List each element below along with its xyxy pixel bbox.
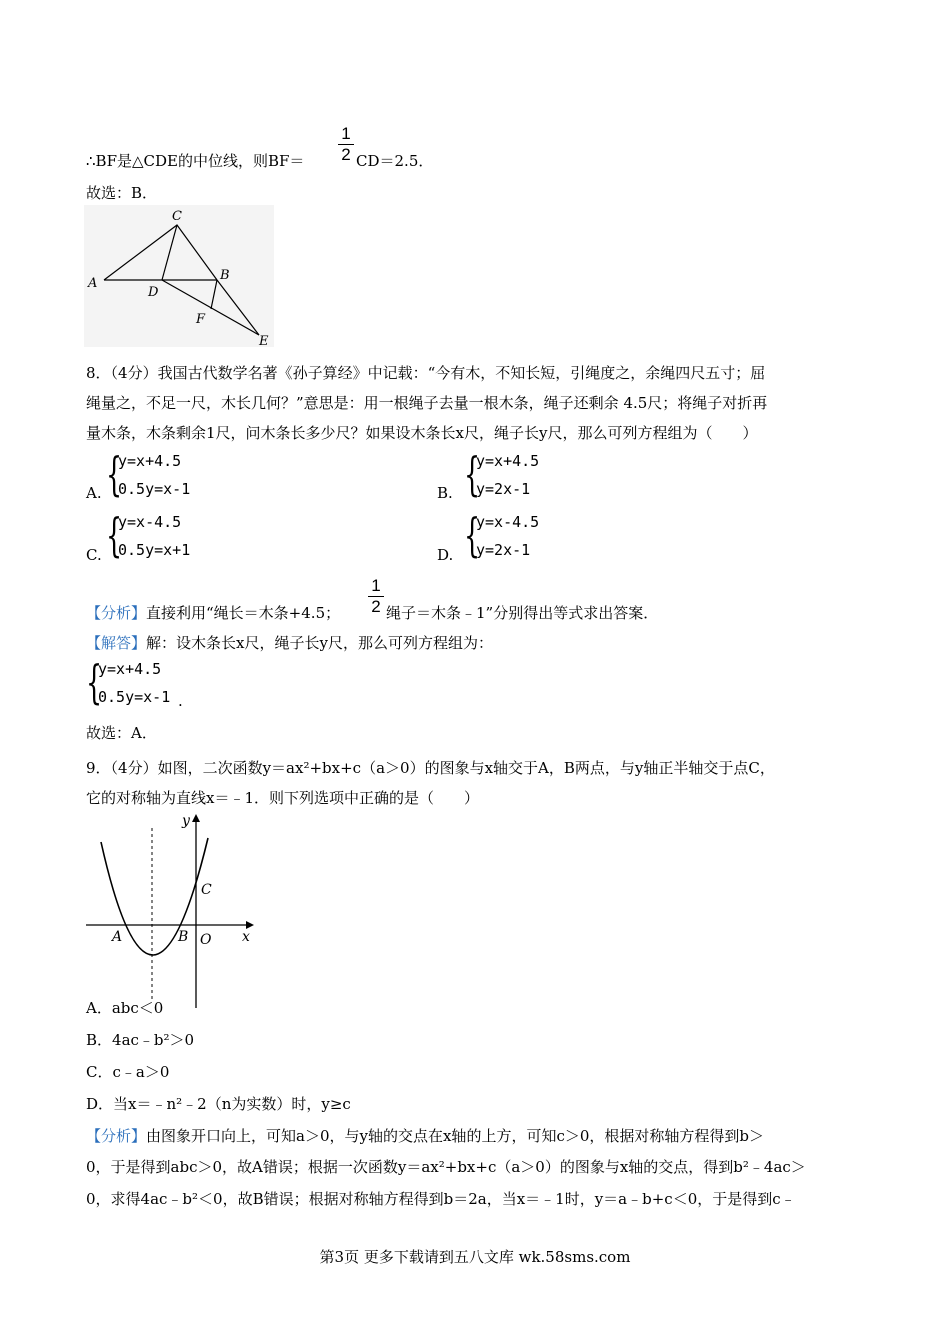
q7-triangle-figure xyxy=(84,205,274,347)
q9-line-2: 它的对称轴为直线x＝﹣1．则下列选项中正确的是（ ） xyxy=(86,789,480,807)
q7-conclusion-pre: ∴BF是△CDE的中位线，则BF＝ xyxy=(86,152,305,170)
q9-option-b: B．4ac﹣b²＞0 xyxy=(86,1031,195,1049)
q8-analysis-fraction xyxy=(368,576,384,617)
q7-figure-background xyxy=(84,205,274,347)
q8-option-b-label: B. xyxy=(437,484,453,502)
q9-line-1: 9．（4分）如图，二次函数y＝ax²+bx+c（a＞0）的图象与x轴交于A，B两点，与y轴正半轴交于点C， xyxy=(86,759,775,777)
q7-answer: 故选：B． xyxy=(86,184,158,202)
q8-option-c-eq1: y=x-4.5 xyxy=(118,513,182,531)
q7-label-f: F xyxy=(196,312,206,327)
q8-option-a-brace: { xyxy=(106,447,123,501)
q8-solution-tag: 【解答】 xyxy=(86,634,147,652)
q9-label-a: A xyxy=(112,929,123,945)
q9-analysis-text-1: 由图象开口向上，可知a＞0，与y轴的交点在x轴的上方，可知c＞0，根据对称轴方程得到b＞ xyxy=(146,1127,764,1145)
q7-label-a: A xyxy=(88,276,98,291)
q8-answer: 故选：A． xyxy=(86,724,157,742)
q8-solution-brace: { xyxy=(86,655,103,709)
q9-option-c: C．c﹣a＞0 xyxy=(86,1063,170,1081)
page-footer: 第3页 更多下载请到五八文库 wk.58sms.com xyxy=(319,1248,631,1266)
q7-fraction-numerator: 1 xyxy=(341,124,351,143)
q9-label-y: y xyxy=(182,813,190,829)
q8-option-d-eq1: y=x-4.5 xyxy=(476,513,540,531)
q7-label-c: C xyxy=(172,209,182,224)
q9-option-d: D．当x＝﹣n²﹣2（n为实数）时，y≥c xyxy=(86,1095,351,1113)
q8-option-c-label: C. xyxy=(86,546,102,564)
q8-analysis-fraction-denominator: 2 xyxy=(371,597,381,616)
q8-solution-text: 解：设木条长x尺，绳子长y尺，那么可列方程组为： xyxy=(146,634,493,652)
q8-option-c-eq2: 0.5y=x+1 xyxy=(118,541,191,559)
q8-analysis-tag: 【分析】 xyxy=(86,604,147,622)
q8-option-b-brace: { xyxy=(464,447,481,501)
q8-option-c-brace: { xyxy=(106,508,123,562)
q8-option-d-eq2: y=2x-1 xyxy=(476,541,531,559)
q9-analysis-tag: 【分析】 xyxy=(86,1127,147,1145)
q8-line-2: 绳量之，不足一尺，木长几何？”意思是：用一根绳子去量一根木条，绳子还剩余 4.5尺；将绳子对折再 xyxy=(86,394,768,412)
q7-label-d: D xyxy=(148,285,159,300)
q9-parabola-figure xyxy=(86,810,256,1010)
q7-conclusion xyxy=(86,150,304,171)
q9-label-x: x xyxy=(242,929,250,945)
q9-analysis-line-3: 0，求得4ac﹣b²＜0，故B错误；根据对称轴方程得到b＝2a，当x＝﹣1时，y＝a﹣b+c＜0，于是得到c﹣ xyxy=(86,1190,796,1208)
q8-option-d-brace: { xyxy=(464,508,481,562)
q8-solution-dot: . xyxy=(178,692,183,710)
q9-x-axis-arrow xyxy=(246,921,254,929)
q7-conclusion-post: CD＝2.5． xyxy=(356,152,434,170)
q8-analysis-fraction-numerator: 1 xyxy=(371,576,381,595)
q8-solution xyxy=(86,632,493,653)
q7-label-e: E xyxy=(259,334,269,347)
q8-option-a-eq2: 0.5y=x-1 xyxy=(118,480,191,498)
q9-analysis-line-1 xyxy=(86,1125,764,1146)
q9-y-axis-arrow xyxy=(192,814,200,822)
q8-line-1: 8．（4分）我国古代数学名著《孙子算经》中记载：“今有木，不知长短，引绳度之，余绳四尺五寸；屈 xyxy=(86,364,766,382)
q8-analysis xyxy=(86,602,340,623)
q8-option-a-label: A. xyxy=(86,484,102,502)
q9-label-b: B xyxy=(178,929,189,945)
q7-fraction xyxy=(338,124,354,165)
q7-fraction-denominator: 2 xyxy=(341,145,351,164)
q8-option-d-label: D. xyxy=(437,546,454,564)
q8-solution-eq1: y=x+4.5 xyxy=(98,660,162,678)
q9-analysis-line-2: 0，于是得到abc＞0，故A错误；根据一次函数y＝ax²+bx+c（a＞0）的图象与x轴的交点，得到b²﹣4ac＞ xyxy=(86,1158,806,1176)
q8-analysis-pre: 直接利用“绳长＝木条+4.5； xyxy=(146,604,341,622)
q8-line-3: 量木条，木条剩余1尺，问木条长多少尺？如果设木条长x尺，绳子长y尺，那么可列方程组为（ ） xyxy=(86,424,758,442)
q8-solution-eq2: 0.5y=x-1 xyxy=(98,688,171,706)
q9-label-c: C xyxy=(201,882,212,898)
q8-option-b-eq2: y=2x-1 xyxy=(476,480,531,498)
q9-option-a: A．abc＜0 xyxy=(86,999,164,1017)
q7-label-b: B xyxy=(220,268,230,283)
q9-label-o: O xyxy=(200,932,212,948)
q8-option-a-eq1: y=x+4.5 xyxy=(118,452,182,470)
q8-option-b-eq1: y=x+4.5 xyxy=(476,452,540,470)
q8-analysis-post: 绳子＝木条﹣1”分别得出等式求出答案． xyxy=(386,604,659,622)
